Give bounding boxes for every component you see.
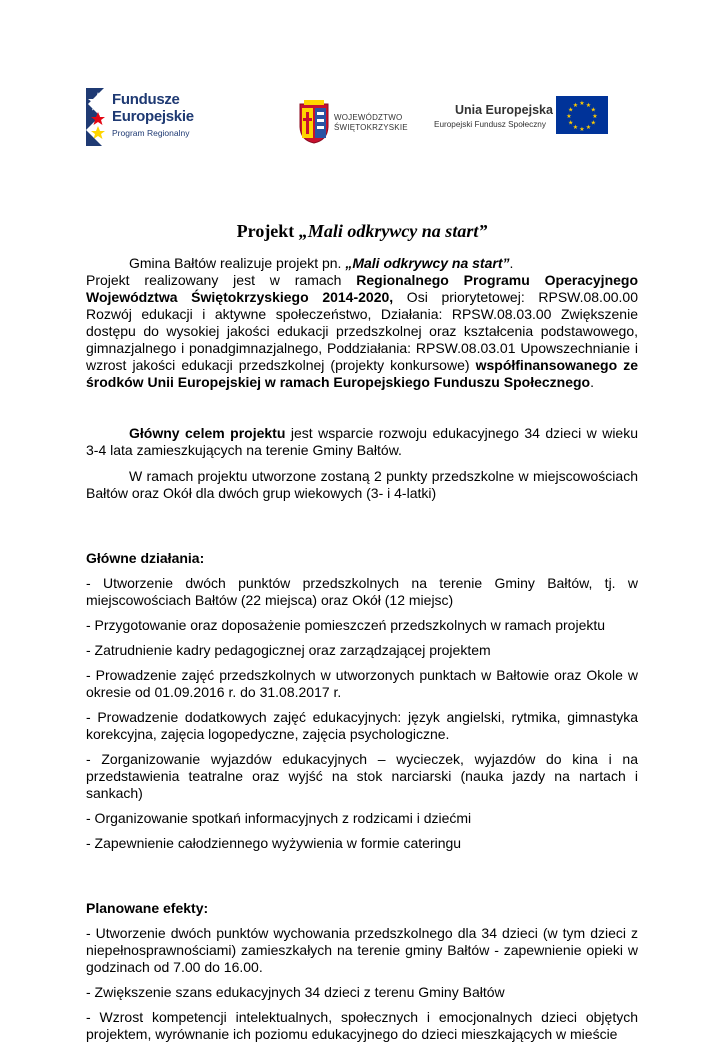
svg-text:★: ★: [572, 124, 579, 132]
effect-item: - Zwiększenie szans edukacyjnych 34 dzieci z terenu Gminy Bałtów: [86, 984, 505, 1000]
goal-text: jest wsparcie rozwoju edukacyjnego 34 dzieci w wieku 3-4 lata zamieszkujących na terenie Gminy Bałtów.: [86, 425, 638, 458]
eu-flag-icon: [556, 96, 608, 134]
effect-item: - Wzrost kompetencji intelektualnych, społecznych i emocjonalnych dzieci objętych projektem, wyrównanie ich poziomu edukacyjnego do dzieci mieszkających w mieście: [86, 1009, 638, 1042]
ue-line2: Europejski Fundusz Społeczny: [434, 120, 546, 129]
title-project-name: „Mali odkrywcy na start”: [298, 221, 488, 241]
page-title: [0, 221, 724, 242]
effects-heading: Planowane efekty:: [86, 900, 209, 916]
svg-text:★: ★: [568, 106, 574, 114]
points-paragraph: W ramach projektu utworzone zostaną 2 punkty przedszkolne w miejscowościach Bałtów oraz Okół dla dwóch grup wiekowych (3- i 4-latki): [86, 468, 638, 501]
fe-line2: Europejskie: [112, 108, 194, 125]
sw-line2: ŚWIĘTOKRZYSKIE: [334, 123, 408, 132]
svg-text:★: ★: [566, 113, 572, 120]
intro-p2-a: Projekt realizowany jest w ramach: [86, 272, 357, 288]
intro-p2-program: Regionalnego Programu Operacyjnego Województwa Świętokrzyskiego 2014-2020,: [86, 272, 639, 305]
intro-paragraph-1: [86, 255, 638, 272]
action-item: - Zapewnienie całodziennego wyżywienia w formie cateringu: [86, 835, 462, 851]
unia-europejska-logo: [431, 96, 611, 142]
intro-p1-name: „Mali odkrywcy na start”: [345, 255, 510, 271]
goal-paragraph: [86, 425, 638, 459]
svg-text:★: ★: [585, 101, 592, 109]
action-item: - Organizowanie spotkań informacyjnych z rodzicami i dziećmi: [86, 810, 472, 826]
swietokrzyskie-logo: [298, 100, 408, 144]
intro-paragraph-2: [86, 272, 638, 391]
svg-text:★: ★: [572, 101, 579, 109]
action-item: - Przygotowanie oraz doposażenie pomieszczeń przedszkolnych w ramach projektu: [86, 617, 606, 633]
svg-text:★: ★: [579, 100, 585, 107]
svg-text:★: ★: [585, 124, 592, 132]
action-item: - Zorganizowanie wyjazdów edukacyjnych – wycieczek, wyjazdów do kina i na przedstawienia teatralne oraz wyjść na stok narciarski (nauka jazdy na nartach i sankach): [86, 751, 638, 801]
action-item: - Prowadzenie dodatkowych zajęć edukacyjnych: język angielski, rytmika, gimnastyka korekcyjna, zajęcia logopedyczne, zajęcia psychologiczne.: [86, 709, 638, 742]
intro-p1-dot: .: [509, 255, 514, 271]
svg-text:★: ★: [592, 113, 598, 120]
actions-heading: Główne działania:: [86, 550, 205, 566]
fe-stars-icon: [86, 88, 110, 146]
svg-text:★: ★: [568, 119, 574, 127]
coat-of-arms-icon: [298, 100, 330, 144]
effect-item: - Utworzenie dwóch punktów wychowania przedszkolnego dla 34 dzieci (w tym dzieci z niepełnosprawnościami) zamieszkałych na terenie gminy Bałtów - zapewnienie opieki w godzinach od 7.00 do 16.00.: [86, 925, 638, 975]
document-body: [86, 255, 638, 1043]
svg-text:★: ★: [579, 126, 585, 133]
fe-line3: Program Regionalny: [112, 128, 190, 138]
svg-text:★: ★: [590, 106, 596, 114]
ue-line1: Unia Europejska: [455, 103, 553, 117]
fe-line1: Fundusze: [112, 91, 180, 108]
intro-p2-cofinance: współfinansowanego ze środków Unii Europejskiej w ramach Europejskiego Funduszu Społecznego: [86, 357, 639, 390]
action-item: - Prowadzenie zajęć przedszkolnych w utworzonych punktach w Bałtowie oraz Okole w okresie od 01.09.2016 r. do 31.08.2017 r.: [86, 667, 638, 700]
intro-p2-dot: .: [590, 374, 594, 390]
goal-label: Główny celem projektu: [129, 425, 286, 441]
action-item: - Utworzenie dwóch punktów przedszkolnych na terenie Gminy Bałtów, tj. w miejscowościach Bałtów (22 miejsca) oraz Okół (12 miejsc): [86, 575, 638, 608]
intro-p2-c: Osi priorytetowej: RPSW.08.00.00 Rozwój edukacji i aktywne społeczeństwo, Działania: RPSW.08.03.00 Zwiększenie dostępu do wysokiej jakości edukacji przedszkolnej oraz kształcenia podstawowego, gimnazjalnego i ponadgimnazjalnego, Poddziałania: RPSW.08.03.01 Upowszechnianie i wzrost jakości edukacji przedszkolnej (projekty konkursowe): [86, 289, 638, 373]
intro-p1-text: Gmina Bałtów realizuje projekt pn.: [129, 255, 346, 271]
fundusze-europejskie-logo: [86, 88, 196, 146]
svg-text:★: ★: [590, 119, 596, 127]
action-item: - Zatrudnienie kadry pedagogicznej oraz zarządzającej projektem: [86, 642, 491, 658]
sw-line1: WOJEWÓDZTWO: [334, 113, 403, 122]
logo-bar: [0, 88, 724, 148]
title-prefix: Projekt: [236, 221, 299, 241]
